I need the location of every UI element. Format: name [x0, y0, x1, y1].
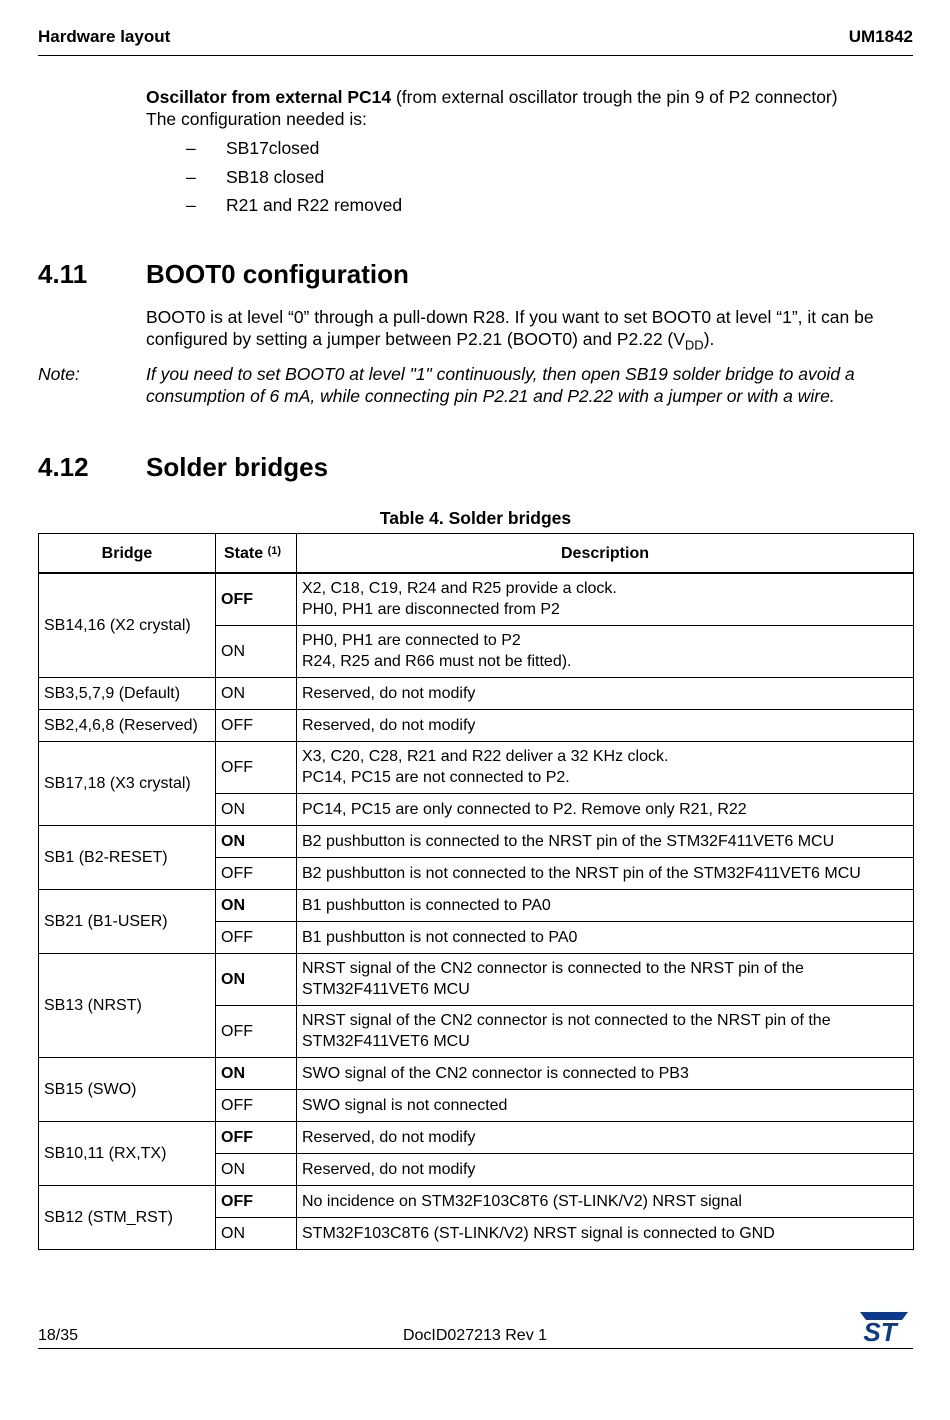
- bridge-cell: SB12 (STM_RST): [39, 1185, 216, 1249]
- state-cell: OFF: [216, 1005, 297, 1057]
- description-line: Reserved, do not modify: [302, 1128, 476, 1146]
- description-cell: [297, 1121, 914, 1153]
- description-line: SWO signal of the CN2 connector is connected to PB3: [302, 1064, 689, 1082]
- list-item: – R21 and R22 removed: [186, 195, 403, 215]
- state-cell: ON: [216, 677, 297, 709]
- table-body: [39, 573, 914, 1249]
- description-cell: [297, 793, 914, 825]
- description-line: PC14, PC15 are only connected to P2. Remove only R21, R22: [302, 800, 747, 818]
- description-line: B1 pushbutton is connected to PA0: [302, 896, 551, 914]
- description-line: PH0, PH1 are connected to P2: [302, 632, 521, 649]
- column-header-bridge: Bridge: [39, 534, 216, 574]
- description-line: STM32F411VET6 MCU: [302, 1033, 470, 1050]
- description-cell: [297, 1217, 914, 1249]
- state-cell: ON: [216, 1153, 297, 1185]
- table-row: [39, 709, 914, 741]
- description-line: X3, C20, C28, R21 and R22 deliver a 32 KHz clock.: [302, 748, 669, 765]
- document-id: DocID027213 Rev 1: [402, 1327, 548, 1344]
- state-cell: OFF: [216, 1185, 297, 1217]
- state-cell: OFF: [216, 741, 297, 793]
- state-cell: ON: [216, 625, 297, 677]
- description-line: Reserved, do not modify: [302, 684, 476, 702]
- bridge-cell: SB1 (B2-RESET): [39, 825, 216, 889]
- description-cell: [297, 1185, 914, 1217]
- boot0-paragraph: BOOT0 is at level “0” through a pull-down R28. If you want to set BOOT0 at level “1”, it can be configured by setting a jumper between P2.21 (BOOT0) and P2.22 $(V_{DD})$.: [146, 307, 874, 353]
- page-number: 18/35: [38, 1327, 79, 1344]
- table-row: [39, 741, 914, 793]
- st-logo-icon: [852, 1312, 908, 1344]
- description-line: PC14, PC15 are not connected to P2.: [302, 769, 570, 786]
- description-line: PH0, PH1 are disconnected from P2: [302, 601, 560, 619]
- state-cell: OFF: [216, 1121, 297, 1153]
- description-line: Reserved, do not modify: [302, 716, 476, 734]
- table-row: [39, 573, 914, 625]
- description-line: SWO signal is not connected: [302, 1096, 508, 1114]
- list-item: – SB17closed: [186, 138, 320, 158]
- header-rule: [38, 55, 913, 56]
- table-row: [39, 677, 914, 709]
- bridge-cell: SB10,11 (RX,TX): [39, 1121, 216, 1185]
- table-row: [39, 1057, 914, 1089]
- description-line: STM32F103C8T6 (ST-LINK/V2) NRST signal is connected to GND: [302, 1224, 775, 1242]
- description-cell: [297, 677, 914, 709]
- table-caption: Table 4. Solder bridges: [379, 508, 572, 528]
- description-line: X2, C18, C19, R24 and R25 provide a clock.: [302, 580, 617, 598]
- column-header-state: State $^{(1)}$: [216, 534, 297, 574]
- footer-rule: [38, 1348, 913, 1349]
- description-line: R24, R25 and R66 must not be fitted).: [302, 653, 572, 670]
- state-cell: ON: [216, 793, 297, 825]
- description-cell: [297, 825, 914, 857]
- description-cell: [297, 889, 914, 921]
- description-cell: [297, 1089, 914, 1121]
- description-cell: [297, 857, 914, 889]
- section-number: 4.11: [38, 259, 88, 289]
- state-cell: OFF: [216, 921, 297, 953]
- description-cell: [297, 741, 914, 793]
- description-line: B1 pushbutton is not connected to PA0: [302, 928, 578, 946]
- column-header-description: Description: [297, 534, 914, 574]
- state-cell: ON: [216, 889, 297, 921]
- svg-text:ST: ST: [863, 1317, 897, 1344]
- description-line: B2 pushbutton is connected to the NRST pin of the STM32F411VET6 MCU: [302, 832, 835, 850]
- section-title: BOOT0 configuration: [146, 259, 409, 289]
- bridge-cell: SB13 (NRST): [39, 953, 216, 1057]
- state-cell: OFF: [216, 857, 297, 889]
- bridge-cell: SB15 (SWO): [39, 1057, 216, 1121]
- state-cell: OFF: [216, 1089, 297, 1121]
- description-line: STM32F411VET6 MCU: [302, 981, 470, 998]
- state-cell: OFF: [216, 573, 297, 625]
- oscillator-paragraph: [146, 86, 916, 130]
- state-cell: ON: [216, 1217, 297, 1249]
- description-cell: [297, 1005, 914, 1057]
- bridge-cell: SB2,4,6,8 (Reserved): [39, 709, 216, 741]
- description-cell: [297, 1153, 914, 1185]
- description-line: Reserved, do not modify: [302, 1160, 476, 1178]
- state-cell: ON: [216, 953, 297, 1005]
- table-row: [39, 953, 914, 1005]
- description-cell: [297, 953, 914, 1005]
- table-row: [39, 889, 914, 921]
- table-row: [39, 1121, 914, 1153]
- solder-bridges-table: [38, 533, 914, 1250]
- note-text: If you need to set BOOT0 at level "1" continuously, then open SB19 solder bridge to avoid a consumption of 6 mA, while connecting pin P2.21 and P2.22 with a jumper or with a wire.: [146, 364, 855, 406]
- bridge-cell: SB21 (B1-USER): [39, 889, 216, 953]
- section-title: Solder bridges: [146, 452, 329, 482]
- description-line: B2 pushbutton is not connected to the NRST pin of the STM32F411VET6 MCU: [302, 864, 861, 882]
- state-cell: OFF: [216, 709, 297, 741]
- description-line: NRST signal of the CN2 connector is not connected to the NRST pin of the: [302, 1012, 831, 1029]
- description-cell: [297, 573, 914, 625]
- table-row: [39, 1185, 914, 1217]
- state-cell: ON: [216, 825, 297, 857]
- description-line: NRST signal of the CN2 connector is connected to the NRST pin of the: [302, 960, 804, 977]
- list-item: – SB18 closed: [186, 167, 325, 187]
- oscillator-text: (from external oscillator trough the pin 9 of P2 connector): [391, 87, 838, 107]
- oscillator-config-intro: The configuration needed is:: [146, 109, 367, 129]
- description-cell: [297, 625, 914, 677]
- description-cell: [297, 709, 914, 741]
- oscillator-title: Oscillator from external PC14: [146, 87, 392, 107]
- running-header-doc-id: UM1842: [848, 27, 913, 46]
- description-cell: [297, 921, 914, 953]
- bridge-cell: SB14,16 (X2 crystal): [39, 573, 216, 677]
- running-header-section: Hardware layout: [38, 27, 171, 46]
- description-cell: [297, 1057, 914, 1089]
- bridge-cell: SB3,5,7,9 (Default): [39, 677, 216, 709]
- state-cell: ON: [216, 1057, 297, 1089]
- table-row: [39, 825, 914, 857]
- section-number: 4.12: [38, 452, 89, 482]
- bridge-cell: SB17,18 (X3 crystal): [39, 741, 216, 825]
- note-label: Note:: [38, 364, 80, 384]
- description-line: No incidence on STM32F103C8T6 (ST-LINK/V2) NRST signal: [302, 1192, 742, 1210]
